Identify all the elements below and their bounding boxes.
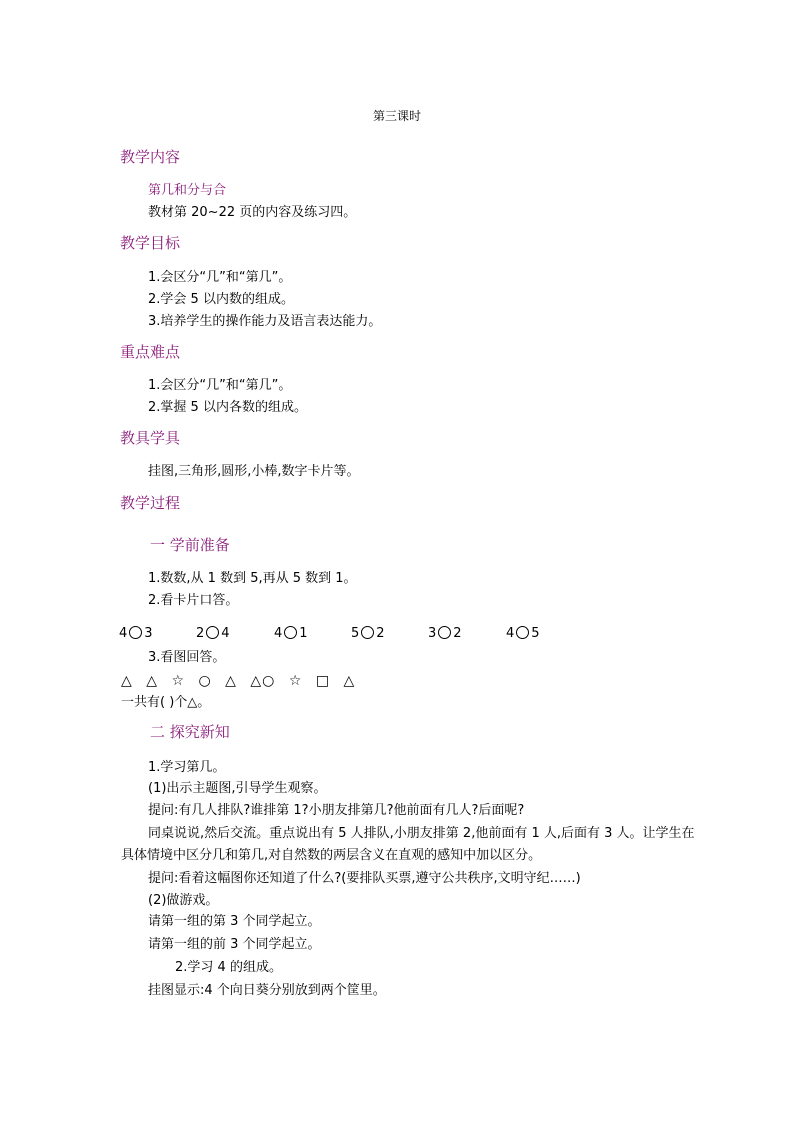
heading-key-points: 重点难点 bbox=[120, 343, 181, 361]
part2-line: 提问:有几人排队?谁排第 1?小朋友排第几?他前面有几人?后面呢? bbox=[148, 803, 525, 818]
part2-line: (1)出示主题图,引导学生观察。 bbox=[148, 781, 327, 796]
comparison-left: 4 bbox=[119, 626, 128, 641]
key-item: 2.掌握 5 以内各数的组成。 bbox=[148, 400, 307, 415]
part2-line: (2)做游戏。 bbox=[148, 893, 219, 908]
circle-blank-icon bbox=[516, 626, 529, 639]
circle-blank-icon bbox=[284, 626, 297, 639]
comparison-card bbox=[196, 625, 230, 643]
circle-blank-icon bbox=[361, 626, 374, 639]
comparison-left: 4 bbox=[506, 626, 515, 641]
key-item: 1.会区分“几”和“第几”。 bbox=[148, 378, 292, 393]
comparison-left: 3 bbox=[428, 626, 437, 641]
comparison-right: 1 bbox=[299, 626, 308, 641]
circle-blank-icon bbox=[438, 626, 451, 639]
comparison-left: 2 bbox=[196, 626, 205, 641]
triangle-icon: △ bbox=[225, 673, 237, 689]
tools-text: 挂图,三角形,圆形,小棒,数字卡片等。 bbox=[148, 464, 360, 479]
lesson-title: 第三课时 bbox=[372, 109, 421, 123]
shapes-row bbox=[121, 673, 363, 689]
comparison-right: 3 bbox=[144, 626, 153, 641]
star-icon: ☆ bbox=[288, 673, 303, 689]
comparison-left: 4 bbox=[274, 626, 283, 641]
comparison-card bbox=[351, 625, 385, 643]
heading-teaching-content: 教学内容 bbox=[120, 148, 181, 166]
shapes-question: 一共有( )个△。 bbox=[121, 695, 211, 710]
heading-teaching-process: 教学过程 bbox=[120, 494, 181, 512]
heading-teaching-goals: 教学目标 bbox=[120, 234, 181, 252]
part2-line: 请第一组的前 3 个同学起立。 bbox=[148, 937, 321, 952]
triangle-circle-icon: △○ bbox=[250, 673, 276, 689]
comparison-card bbox=[506, 625, 540, 643]
circle-blank-icon bbox=[129, 626, 142, 639]
part2-subitem: 2.学习 4 的组成。 bbox=[175, 960, 282, 975]
part2-line: 1.学习第几。 bbox=[148, 760, 226, 775]
comparison-right: 4 bbox=[221, 626, 230, 641]
comparison-right: 2 bbox=[453, 626, 462, 641]
part2-paragraph: 同桌说说,然后交流。重点说出有 5 人排队,小朋友排第 2,他前面有 1 人,后面有 3 人。让学生在具体情境中区分几和第几,对自然数的两层含义在直观的感知中加以区分。 bbox=[121, 826, 695, 863]
part1-line: 3.看图回答。 bbox=[148, 650, 226, 665]
goal-item: 1.会区分“几”和“第几”。 bbox=[148, 270, 292, 285]
goal-item: 2.学会 5 以内数的组成。 bbox=[148, 292, 294, 307]
square-icon: □ bbox=[315, 673, 331, 689]
content-text: 教材第 20~22 页的内容及练习四。 bbox=[148, 205, 357, 220]
part2-line: 请第一组的第 3 个同学起立。 bbox=[148, 914, 321, 929]
comparison-card bbox=[119, 625, 153, 643]
part2-heading: 二 探究新知 bbox=[150, 723, 230, 741]
circle-blank-icon bbox=[206, 626, 219, 639]
star-icon: ☆ bbox=[171, 673, 186, 689]
comparison-card bbox=[428, 625, 462, 643]
circle-icon: ○ bbox=[198, 673, 212, 689]
comparison-right: 2 bbox=[376, 626, 385, 641]
triangle-icon: △ bbox=[146, 673, 159, 689]
part2-line: 提问:看着这幅图你还知道了什么?(要排队买票,遵守公共秩序,文明守纪……) bbox=[148, 871, 581, 886]
heading-teaching-tools: 教具学具 bbox=[120, 429, 181, 447]
subheading-topic: 第几和分与合 bbox=[148, 183, 227, 198]
part1-line: 2.看卡片口答。 bbox=[148, 593, 239, 608]
goal-item: 3.培养学生的操作能力及语言表达能力。 bbox=[148, 314, 382, 329]
part2-line: 挂图显示:4 个向日葵分别放到两个筐里。 bbox=[148, 983, 386, 998]
part1-heading: 一 学前准备 bbox=[150, 536, 230, 554]
triangle-icon: △ bbox=[343, 673, 356, 689]
triangle-icon: △ bbox=[121, 673, 133, 689]
comparison-left: 5 bbox=[351, 626, 360, 641]
part1-line: 1.数数,从 1 数到 5,再从 5 数到 1。 bbox=[148, 571, 357, 586]
comparison-right: 5 bbox=[531, 626, 540, 641]
comparison-card bbox=[274, 625, 308, 643]
